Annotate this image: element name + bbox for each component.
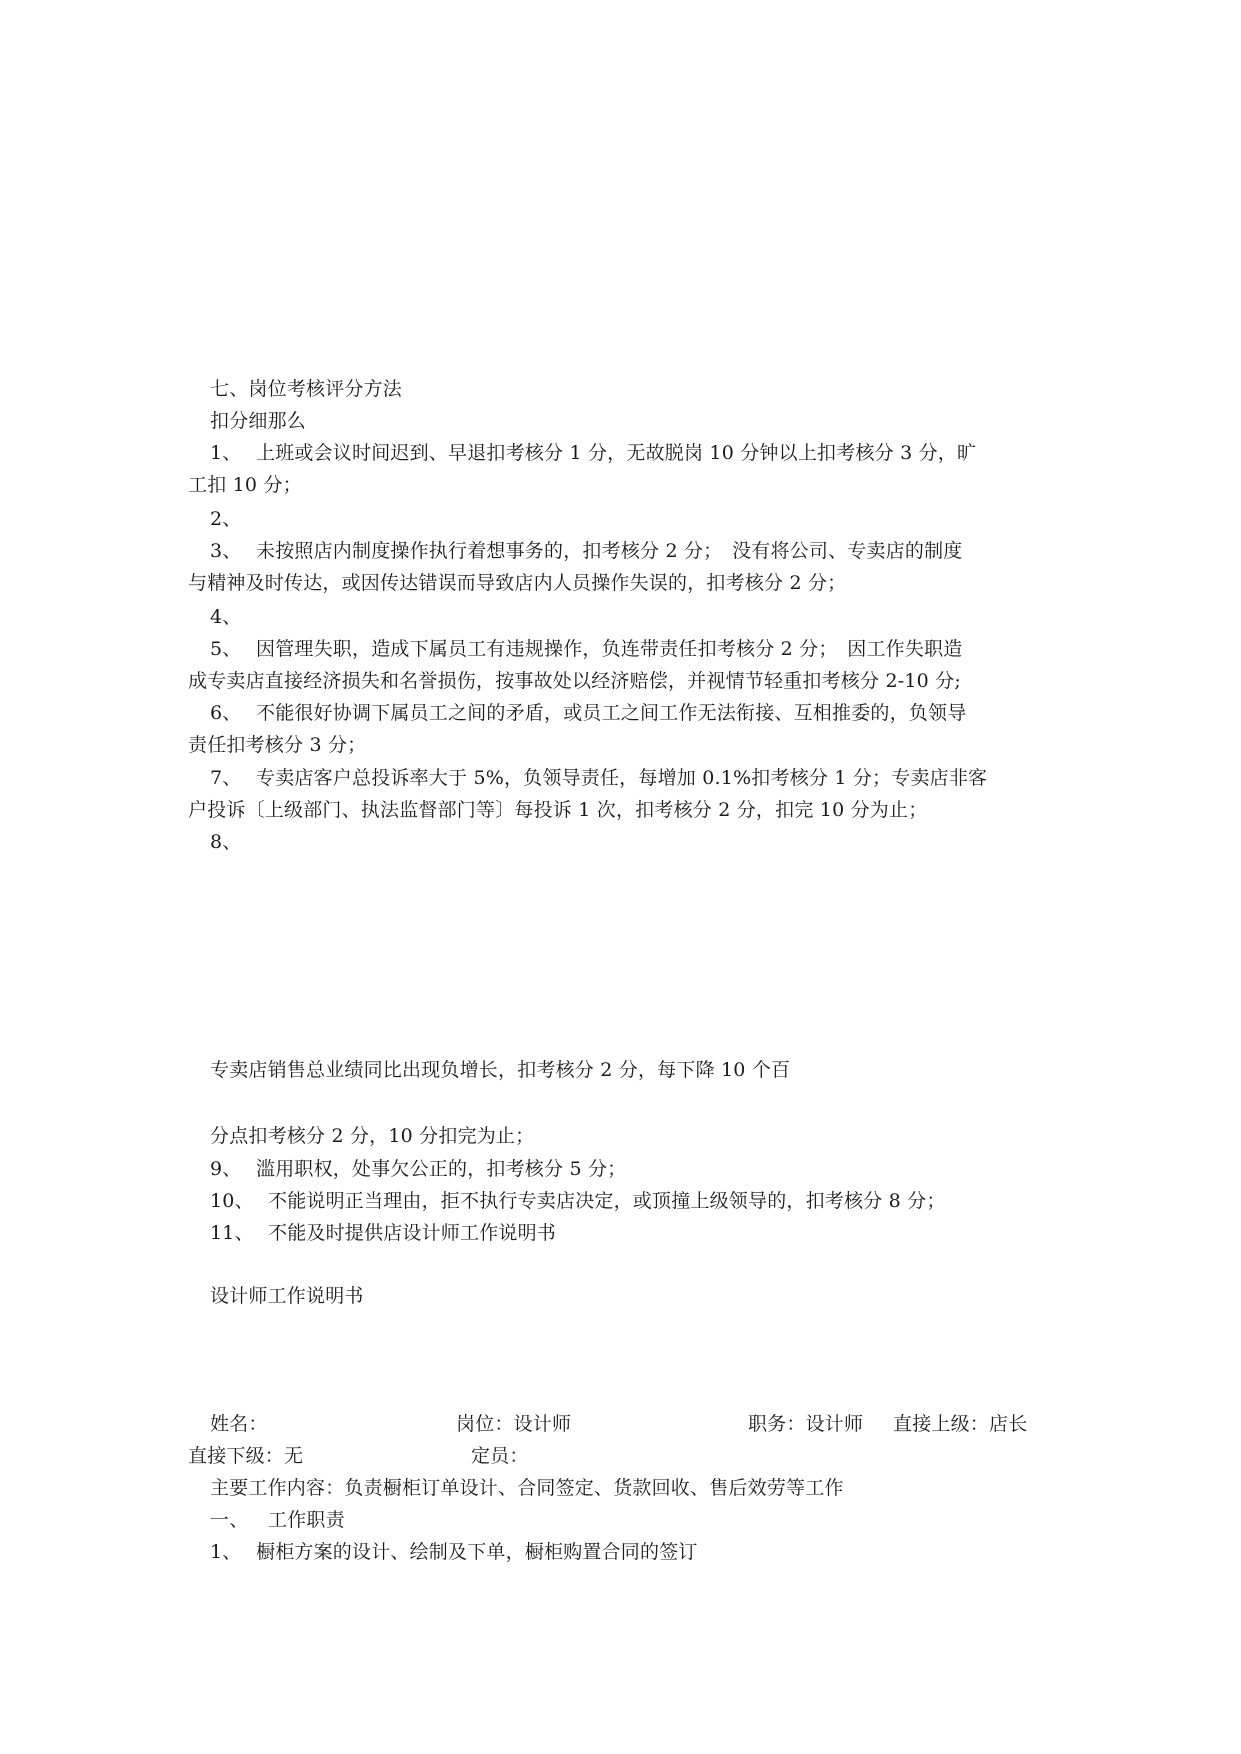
- item-text: 专卖店客户总投诉率大于 5%，负领导责任，每增加 0.1%扣考核分 1 分；专卖店非客: [256, 767, 988, 789]
- duty-label: 职务：设计师: [748, 1413, 864, 1435]
- item-number: 4、: [210, 606, 242, 628]
- main-content: 主要工作内容：负责橱柜订单设计、合同签定、货款回收、售后效劳等工作: [210, 1477, 844, 1499]
- post-label: 岗位：设计师: [456, 1413, 572, 1435]
- item-text: 因管理失职，造成下属员工有违规操作，负连带责任扣考核分 2 分； 因工作失职造: [256, 638, 963, 660]
- section-number: 一、: [210, 1509, 249, 1531]
- item-number: 6、: [210, 702, 242, 724]
- name-label: 姓名：: [210, 1413, 268, 1435]
- section-heading: [210, 1509, 345, 1531]
- list-item: [210, 1158, 626, 1180]
- section-title-text: 工作职责: [268, 1509, 345, 1531]
- subordinate-label: 直接下级：无: [188, 1445, 304, 1467]
- list-item: [210, 831, 256, 853]
- staff-label: 定员：: [471, 1445, 529, 1467]
- item-number: 3、: [210, 540, 242, 562]
- item-number: 8、: [210, 831, 242, 853]
- item-continuation: 户投诉〔上级部门、执法监督部门等〕每投诉 1 次，扣考核分 2 分，扣完 10 分为止；: [188, 799, 928, 821]
- list-item: [210, 638, 962, 660]
- item-text: 滥用职权，处事欠公正的，扣考核分 5 分；: [256, 1158, 627, 1180]
- item-number: 10、: [210, 1190, 254, 1212]
- item-text: 不能及时提供店设计师工作说明书: [268, 1222, 557, 1244]
- superior-label: 直接上级：店长: [893, 1413, 1028, 1435]
- list-item: [210, 1190, 946, 1212]
- item-number: 9、: [210, 1158, 242, 1180]
- document-heading: 设计师工作说明书: [210, 1285, 364, 1307]
- item-text: 不能说明正当理由，拒不执行专卖店决定，或顶撞上级领导的，扣考核分 8 分；: [268, 1190, 946, 1212]
- item-text: 上班或会议时间迟到、早退扣考核分 1 分，无故脱岗 10 分钟以上扣考核分 3 分，旷: [256, 442, 977, 464]
- item-continuation: 与精神及时传达，或因传达错误而导致店内人员操作失误的，扣考核分 2 分；: [188, 572, 847, 594]
- item-number: 5、: [210, 638, 242, 660]
- list-item: [210, 442, 976, 464]
- item-text: 未按照店内制度操作执行着想事务的，扣考核分 2 分； 没有将公司、专卖店的制度: [256, 540, 963, 562]
- list-item: [210, 702, 966, 724]
- item-continuation: 责任扣考核分 3 分；: [188, 734, 367, 756]
- section-subtitle: 扣分细那么: [210, 410, 307, 432]
- list-item: [210, 1541, 698, 1563]
- item8-text-line2: 分点扣考核分 2 分，10 分扣完为止；: [210, 1125, 535, 1147]
- item-number: 1、: [210, 442, 242, 464]
- item-number: 11、: [210, 1222, 254, 1244]
- item-continuation: 成专卖店直接经济损失和名誉损伤，按事故处以经济赔偿，并视情节轻重扣考核分 2-10 分;: [188, 670, 961, 692]
- item8-text-line1: 专卖店销售总业绩同比出现负增长，扣考核分 2 分，每下降 10 个百: [210, 1059, 791, 1081]
- list-item: [210, 540, 962, 562]
- list-item: [210, 1222, 556, 1244]
- item-number: 7、: [210, 767, 242, 789]
- item-continuation: 工扣 10 分；: [188, 474, 302, 496]
- item-text: 橱柜方案的设计、绘制及下单，橱柜购置合同的签订: [256, 1541, 698, 1563]
- section-title: 七、岗位考核评分方法: [210, 378, 403, 400]
- item-number: 1、: [210, 1541, 242, 1563]
- list-item: [210, 606, 256, 628]
- list-item: [210, 767, 987, 789]
- item-number: 2、: [210, 508, 242, 530]
- list-item: [210, 508, 256, 530]
- item-text: 不能很好协调下属员工之间的矛盾，或员工之间工作无法衔接、互相推委的，负领导: [256, 702, 967, 724]
